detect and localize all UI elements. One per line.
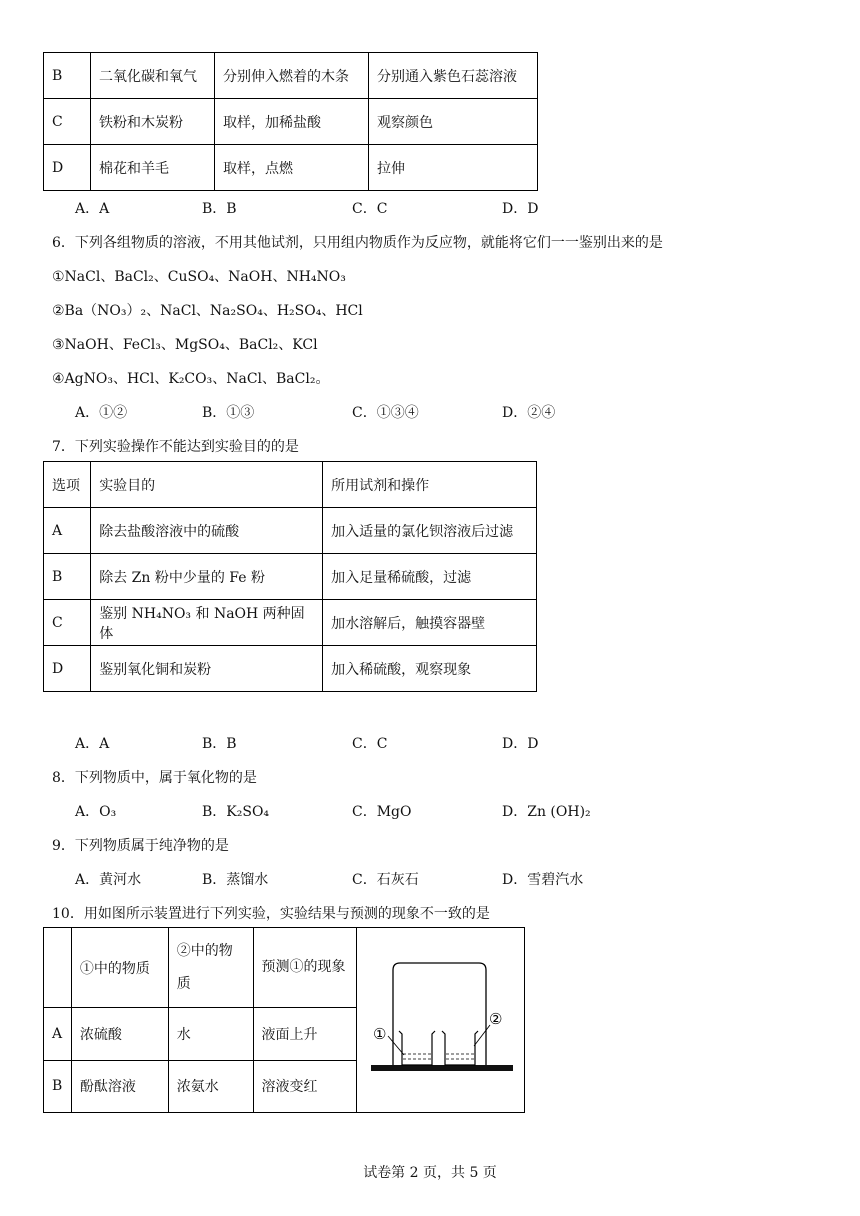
q9-stem: 9．下列物质属于纯净物的是 xyxy=(52,838,229,854)
q10-header-prediction: 预测①的现象 xyxy=(253,928,356,1008)
bell-jar xyxy=(393,963,486,1065)
q8-option-d[interactable]: D．Zn (OH)₂ xyxy=(502,804,591,820)
q7-table-row xyxy=(44,600,537,646)
page-footer: 试卷第 2 页，共 5 页 xyxy=(363,1165,497,1181)
q6-stem: 6．下列各组物质的溶液，不用其他试剂，只用组内物质作为反应物，就能将它们一一鉴别出来的是 xyxy=(52,235,663,251)
q5-table-cell: 观察颜色 xyxy=(369,99,538,145)
q7-option-c[interactable]: C．C xyxy=(352,736,388,752)
q10-row-a-prediction: 液面上升 xyxy=(253,1008,356,1060)
figure-label-2: ② xyxy=(488,1010,503,1028)
q6-option-b[interactable]: B．①③ xyxy=(202,405,255,421)
q5-table-cell: B xyxy=(44,53,91,99)
q5-table-cell: 分别通入紫色石蕊溶液 xyxy=(369,53,538,99)
q6-option-a[interactable]: A．①② xyxy=(75,405,128,421)
q5-table-cell: 拉伸 xyxy=(369,145,538,191)
q10-row-a-substance-1: 浓硫酸 xyxy=(71,1008,168,1060)
q6-item-1: ①NaCl、BaCl₂、CuSO₄、NaOH、NH₄NO₃ xyxy=(52,269,346,285)
q7-table-row-cell: 鉴别 NH₄NO₃ 和 NaOH 两种固体 xyxy=(91,600,323,646)
q10-table xyxy=(43,927,525,1113)
beaker-1 xyxy=(399,1031,435,1065)
q5-table-cell: 铁粉和木炭粉 xyxy=(91,99,215,145)
q10-figure-cell xyxy=(356,928,524,1113)
q6-item-3: ③NaOH、FeCl₃、MgSO₄、BaCl₂、KCl xyxy=(52,337,318,353)
q7-table-row-cell: 除去盐酸溶液中的硫酸 xyxy=(91,508,323,554)
q5-table-row xyxy=(44,99,538,145)
q5-option-d[interactable]: D．D xyxy=(502,201,539,217)
q7-table-header-cell: 实验目的 xyxy=(91,462,323,508)
q10-header-substance-2: ②中的物质 xyxy=(168,928,253,1008)
q10-header-blank xyxy=(44,928,72,1008)
q6-item-2: ②Ba（NO₃）₂、NaCl、Na₂SO₄、H₂SO₄、HCl xyxy=(52,303,363,319)
q5-table-cell: 二氧化碳和氧气 xyxy=(91,53,215,99)
q6-option-c[interactable]: C．①③④ xyxy=(352,405,419,421)
apparatus-figure xyxy=(357,928,521,1108)
q7-table-row-cell: 加入适量的氯化钡溶液后过滤 xyxy=(323,508,537,554)
q9-option-d[interactable]: D．雪碧汽水 xyxy=(502,872,584,888)
q10-row-a-option: A xyxy=(44,1008,72,1060)
figure-label-1: ① xyxy=(372,1025,387,1043)
q8-stem: 8．下列物质中，属于氧化物的是 xyxy=(52,770,257,786)
q10-header-substance-1: ①中的物质 xyxy=(71,928,168,1008)
q7-table-header-cell: 所用试剂和操作 xyxy=(323,462,537,508)
q7-table-row-cell: 加水溶解后，触摸容器壁 xyxy=(323,600,537,646)
q6-item-4: ④AgNO₃、HCl、K₂CO₃、NaCl、BaCl₂。 xyxy=(52,371,330,387)
q7-table-row-cell: A xyxy=(44,508,91,554)
q5-table-cell: 取样，加稀盐酸 xyxy=(215,99,369,145)
q10-row-a-substance-2: 水 xyxy=(168,1008,253,1060)
q8-option-b[interactable]: B．K₂SO₄ xyxy=(202,804,270,820)
q7-table-row-cell: 加入稀硫酸，观察现象 xyxy=(323,646,537,692)
q5-table xyxy=(43,52,538,191)
q7-table-row-cell: D xyxy=(44,646,91,692)
q5-table-row xyxy=(44,53,538,99)
q9-option-b[interactable]: B．蒸馏水 xyxy=(202,872,269,888)
beaker-2 xyxy=(442,1031,478,1065)
q7-table-row-cell: 鉴别氧化铜和炭粉 xyxy=(91,646,323,692)
q10-row-b-substance-2: 浓氨水 xyxy=(168,1060,253,1112)
q5-table-cell: C xyxy=(44,99,91,145)
label-2-leader xyxy=(474,1025,490,1046)
q7-table-row-cell: B xyxy=(44,554,91,600)
q5-option-b[interactable]: B．B xyxy=(202,201,237,217)
q5-table-row xyxy=(44,145,538,191)
q5-table-cell: 棉花和羊毛 xyxy=(91,145,215,191)
q10-row-b-option: B xyxy=(44,1060,72,1112)
q7-option-a[interactable]: A．A xyxy=(75,736,110,752)
q5-option-a[interactable]: A．A xyxy=(75,201,110,217)
q5-table-cell: 分别伸入燃着的木条 xyxy=(215,53,369,99)
q10-stem: 10．用如图所示装置进行下列实验，实验结果与预测的现象不一致的是 xyxy=(52,906,490,922)
q5-table-cell: 取样，点燃 xyxy=(215,145,369,191)
base-plate xyxy=(371,1065,513,1071)
q7-table-row-cell: 除去 Zn 粉中少量的 Fe 粉 xyxy=(91,554,323,600)
q9-option-c[interactable]: C．石灰石 xyxy=(352,872,419,888)
q7-table-row xyxy=(44,646,537,692)
q5-option-c[interactable]: C．C xyxy=(352,201,388,217)
q10-row-b-substance-1: 酚酞溶液 xyxy=(71,1060,168,1112)
q7-option-b[interactable]: B．B xyxy=(202,736,237,752)
q8-option-c[interactable]: C．MgO xyxy=(352,804,412,820)
q7-stem: 7．下列实验操作不能达到实验目的的是 xyxy=(52,439,299,455)
q9-option-a[interactable]: A．黄河水 xyxy=(75,872,142,888)
q7-table-row xyxy=(44,508,537,554)
q7-table xyxy=(43,461,537,692)
q7-table-row-cell: C xyxy=(44,600,91,646)
q7-table-row xyxy=(44,554,537,600)
q6-option-d[interactable]: D．②④ xyxy=(502,405,556,421)
q10-row-b-prediction: 溶液变红 xyxy=(253,1060,356,1112)
q5-table-cell: D xyxy=(44,145,91,191)
q7-option-d[interactable]: D．D xyxy=(502,736,539,752)
q7-table-header-cell: 选项 xyxy=(44,462,91,508)
q7-table-header xyxy=(44,462,537,508)
q8-option-a[interactable]: A．O₃ xyxy=(75,804,117,820)
q7-table-row-cell: 加入足量稀硫酸，过滤 xyxy=(323,554,537,600)
